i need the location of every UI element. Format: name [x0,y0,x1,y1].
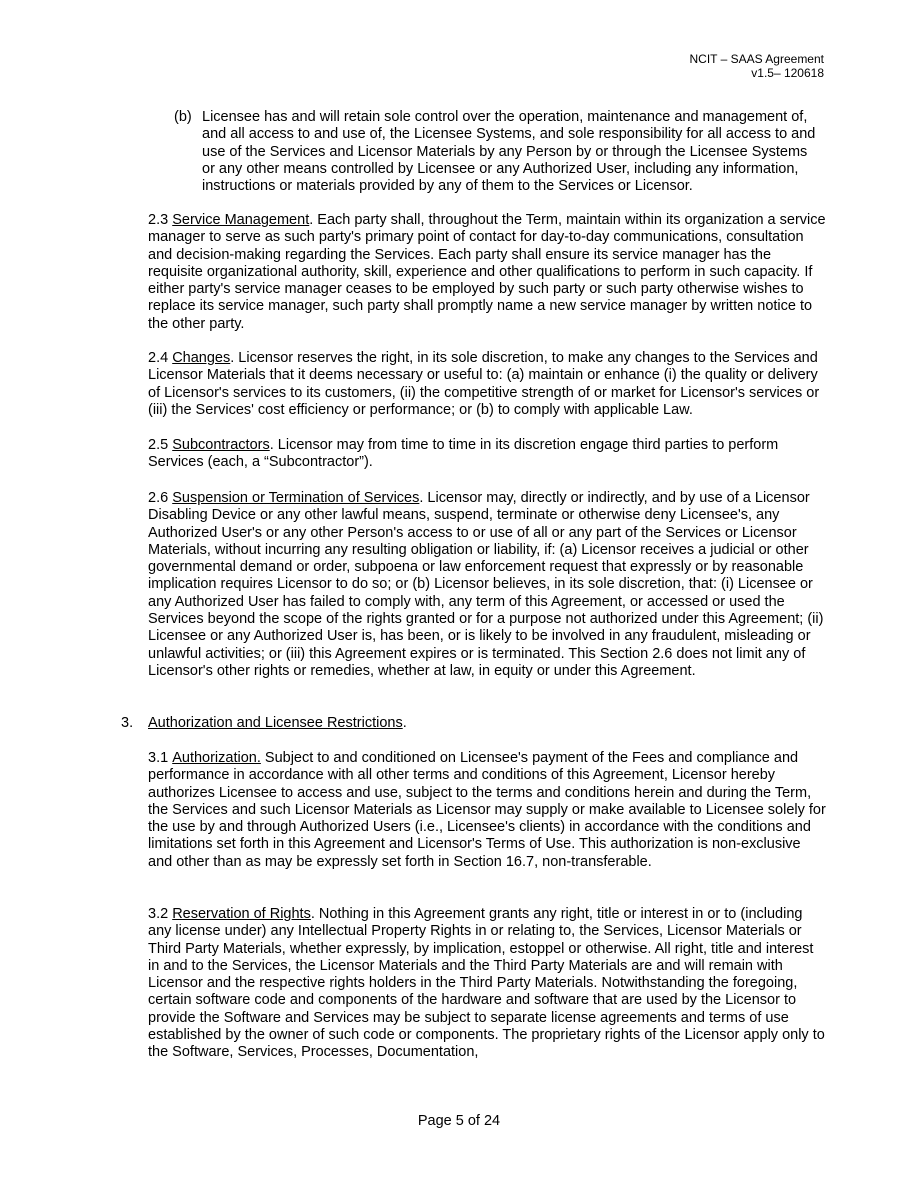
clause-label: (b) [174,109,192,125]
section-2-4 [148,350,828,419]
header-version: v1.5– 120618 [751,66,824,80]
section-text: . Licensor may from time to time in its discretion engage third parties to perform Services (each, a “Subcontractor”). [148,437,779,471]
section-3-2 [148,906,828,1062]
section-number: 2.4 [148,350,169,366]
section-2-5 [148,437,828,472]
section-number: 2.5 [148,437,169,453]
section-text: . Licensor reserves the right, in its sole discretion, to make any changes to the Services and Licensor Materials that it deems necessary or useful to: (a) maintain or enhance (i) the quality or delivery of Licensor's services to its customers, (ii) the competitive strength of or market for Licensor's services or (iii) the Services' cost efficiency or performance; or (b) to comply with applicable Law. [148,350,820,418]
section-number: 2.6 [148,490,169,506]
section-text: Subject to and conditioned on Licensee's payment of the Fees and compliance and performance in accordance with all other terms and conditions of this Agreement, Licensor hereby authorizes Licensee to access and use, subject to the terms and conditions herein and during the Term, the Services and such Licensor Materials as Licensor may supply or make available to Licensee solely for the use by and through Authorized Users (i.e., Licensee's clients) in accordance with the conditions and limitations set forth in this Agreement and Licensor's Terms of Use. This authorization is non-exclusive and other than as may be expressly set forth in Section 16.7, non-transferable. [148,750,826,870]
section-number: 3.2 [148,906,169,922]
section-text: . Licensor may, directly or indirectly, and by use of a Licensor Disabling Device or any other lawful means, suspend, terminate or otherwise deny Licensee's, any Authorized User's or any other Person's access to or use of all or any part of the Services or Licensor Materials, without incurring any resulting obligation or liability, if: (a) Licensor receives a judicial or other governmental demand or order, subpoena or law enforcement request that expressly or by reasonable implication requires Licensor to do so; or (b) Licensor believes, in its sole discretion, that: (i) Licensee or any Authorized User has failed to comply with, any term of this Agreement, or accessed or used the Services beyond the scope of the rights granted or for a purpose not authorized under this Agreement; (ii) Licensee or any Authorized User is, has been, or is likely to be involved in any fraudulent, misleading or unlawful activities; or (iii) this Agreement expires or is terminated. This Section 2.6 does not limit any of Licensor's other rights or remedies, whether at law, in equity or under this Agreement. [148,490,824,679]
page-number: Page 5 of 24 [417,1113,501,1129]
section-number: 3. [121,715,134,731]
section-3-1 [148,750,828,871]
section-title: Changes [172,350,231,366]
section-title: Subcontractors [172,437,270,453]
section-3-heading [121,715,407,732]
section-2-3 [148,212,828,333]
section-title: Authorization. [172,750,261,766]
section-number: 2.3 [148,212,169,228]
section-title: Service Management [172,212,310,228]
header-title: NCIT – SAAS Agreement [689,52,824,66]
section-title: Suspension or Termination of Services [172,490,420,506]
section-text: . Nothing in this Agreement grants any right, title or interest in or to (including any license under) any Intellectual Property Rights in or relating to, the Services, Licensor Materials or Third Party Materials, whether expressly, by implication, estoppel or otherwise. All right, title and interest in and to the Services, the Licensor Materials and the Third Party Materials are and will remain with Licensor and the respective rights holders in the Third Party Materials. Notwithstanding the foregoing, certain software code and components of the hardware and software that are used by the Licensor to provide the Software and Services may be subject to separate license agreements and terms of use established by the owner of such code or components. The proprietary rights of the Licensor apply only to the Software, Services, Processes, Documentation, [148,906,825,1061]
section-number: 3.1 [148,750,169,766]
section-title-suffix: . [402,715,407,731]
section-text: . Each party shall, throughout the Term, maintain within its organization a service manager to serve as such party's primary point of contact for day-to-day communications, consultation and decision-making regarding the Services. Each party shall ensure its service manager has the requisite organizational authority, skill, experience and other qualifications to perform in such capacity. If either party's service manager ceases to be employed by such party or such party otherwise wishes to replace its service manager, such party shall promptly name a new service manager by written notice to the other party. [148,212,826,332]
section-title: Reservation of Rights [172,906,311,922]
document-header [689,52,824,80]
section-title: Authorization and Licensee Restrictions [148,715,403,731]
section-2-6 [148,490,828,680]
clause-text: Licensee has and will retain sole control over the operation, maintenance and management of, and all access to and use of, the Licensee Systems, and sole responsibility for all access to and use of the Services and Licensor Materials by any Person by or through the Licensee Systems or any other means controlled by Licensee or any Authorized User, including any information, instructions or materials provided by any of them to the Services or Licensor. [202,109,816,195]
clause-2-2-b [174,109,824,195]
